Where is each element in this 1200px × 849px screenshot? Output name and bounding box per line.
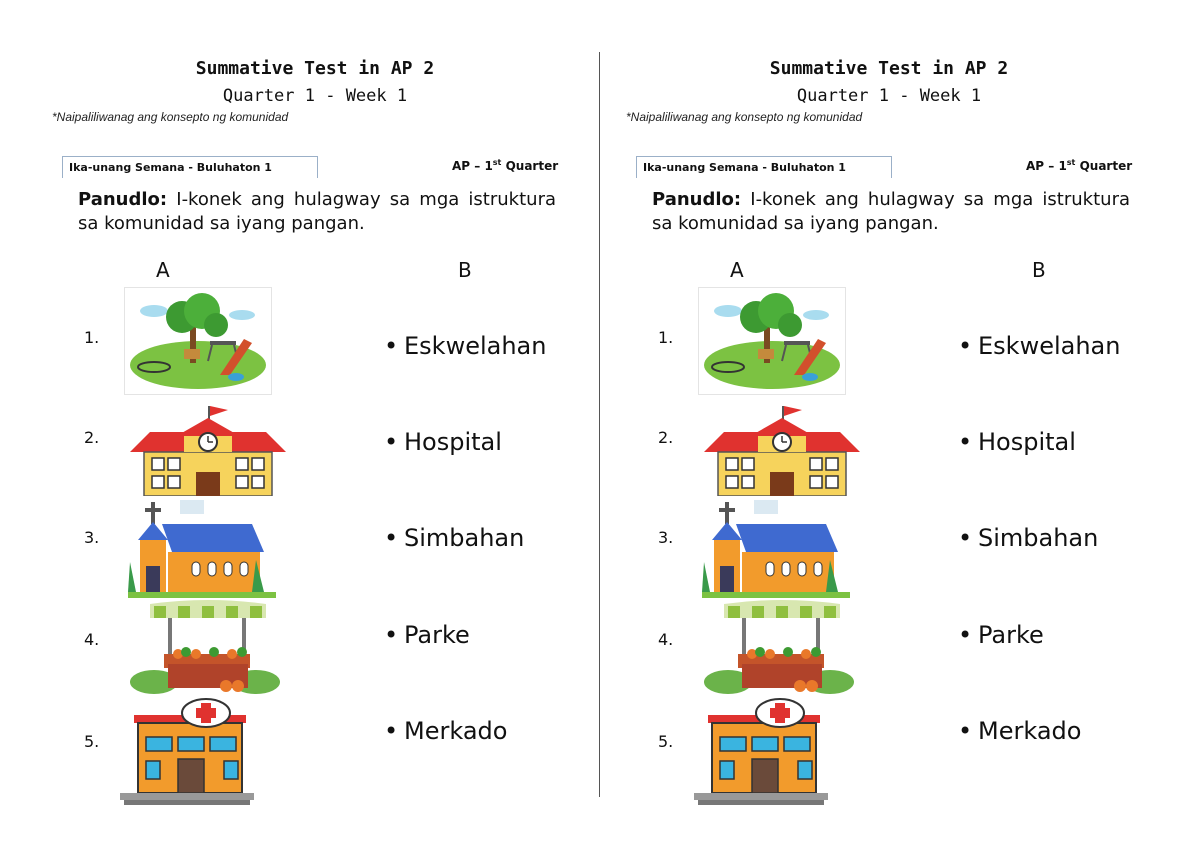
item-number: 1. — [658, 328, 674, 347]
item-number: 2. — [658, 428, 674, 447]
answer-choice: • Parke — [958, 621, 1044, 649]
item-number: 4. — [658, 630, 674, 649]
week-label-box — [636, 156, 892, 178]
competency-note: *Naipaliliwanag ang konsepto ng komunidad — [626, 110, 863, 124]
column-b-header: B — [458, 258, 472, 282]
item-number: 3. — [84, 528, 100, 547]
answer-choice: • Eskwelahan — [384, 332, 547, 360]
week-label-box — [62, 156, 318, 178]
instruction-body: I-konek ang hulagway sa mga istruktura sa komunidad sa iyang pangan. — [652, 189, 1130, 234]
instruction-body: I-konek ang hulagway sa mga istruktura sa komunidad sa iyang pangan. — [78, 189, 556, 234]
instruction — [652, 188, 1130, 236]
column-a-header: A — [730, 258, 744, 282]
park-icon — [698, 287, 846, 395]
item-number: 3. — [658, 528, 674, 547]
church-icon — [702, 500, 850, 598]
school-icon — [704, 404, 860, 496]
week-label: Ika-unang Semana - Buluhaton 1 — [643, 161, 846, 174]
answer-choice: • Hospital — [384, 428, 502, 456]
column-a-header: A — [156, 258, 170, 282]
answer-choice: • Merkado — [958, 717, 1082, 745]
week-label: Ika-unang Semana - Buluhaton 1 — [69, 161, 272, 174]
worksheet-title: Summative Test in AP 2 — [195, 58, 435, 79]
market-icon — [702, 600, 856, 694]
quarter-label: AP – 1st Quarter — [452, 158, 559, 173]
answer-choice: • Simbahan — [958, 524, 1099, 552]
item-number: 4. — [84, 630, 100, 649]
item-number: 2. — [84, 428, 100, 447]
quarter-label: AP – 1st Quarter — [1026, 158, 1133, 173]
item-number: 1. — [84, 328, 100, 347]
instruction-head: Panudlo: — [652, 189, 742, 210]
church-icon — [128, 500, 276, 598]
item-number: 5. — [658, 732, 674, 751]
hospital-icon — [120, 697, 254, 807]
answer-choice: • Hospital — [958, 428, 1076, 456]
worksheet-subtitle: Quarter 1 - Week 1 — [796, 86, 982, 106]
answer-choice: • Merkado — [384, 717, 508, 745]
park-icon — [124, 287, 272, 395]
answer-choice: • Eskwelahan — [958, 332, 1121, 360]
competency-note: *Naipaliliwanag ang konsepto ng komunidad — [52, 110, 289, 124]
column-b-header: B — [1032, 258, 1046, 282]
worksheet-subtitle: Quarter 1 - Week 1 — [222, 86, 408, 106]
hospital-icon — [694, 697, 828, 807]
instruction-head: Panudlo: — [78, 189, 168, 210]
item-number: 5. — [84, 732, 100, 751]
answer-choice: • Simbahan — [384, 524, 525, 552]
market-icon — [128, 600, 282, 694]
worksheet-title: Summative Test in AP 2 — [769, 58, 1009, 79]
answer-choice: • Parke — [384, 621, 470, 649]
school-icon — [130, 404, 286, 496]
worksheet-right — [574, 0, 1174, 849]
instruction — [78, 188, 556, 236]
